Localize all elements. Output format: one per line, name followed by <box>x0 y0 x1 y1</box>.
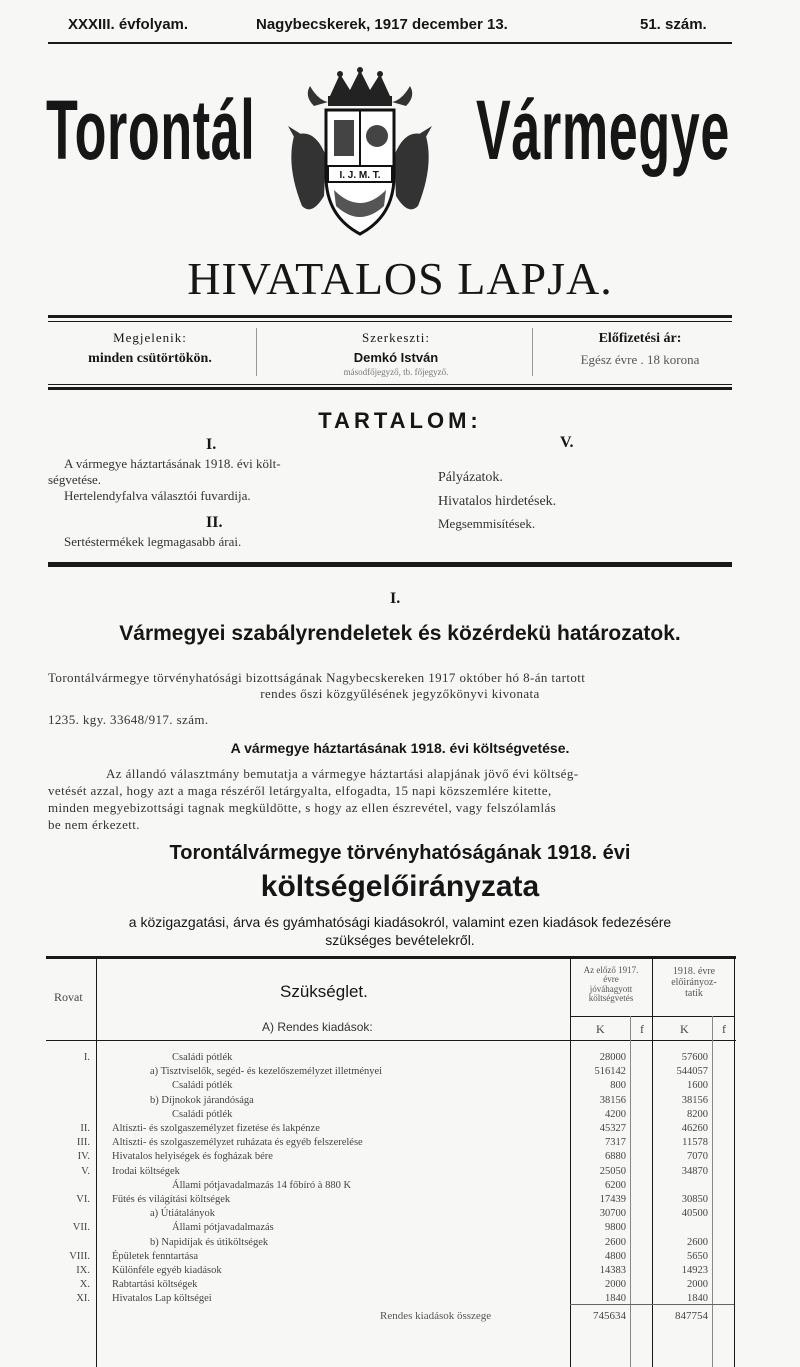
intro-line-2: rendes őszi közgyűlésének jegyzőkönyvi kivonata <box>260 686 540 701</box>
row-prev: 28000 <box>599 1052 626 1063</box>
row-plan: 8200 <box>687 1108 708 1120</box>
table-row <box>0 1052 800 1066</box>
row-prev: 6200 <box>605 1179 626 1191</box>
row-prev: 4800 <box>605 1250 626 1262</box>
row-prev: 7317 <box>605 1137 626 1149</box>
info-bottom-rule-thin <box>48 384 732 385</box>
info-divider-1 <box>256 328 257 376</box>
info-divider-2 <box>532 328 533 376</box>
row-rovat: III. <box>76 1137 90 1149</box>
price-value: Egész évre . 18 korona <box>580 351 700 367</box>
row-prev: 2000 <box>605 1279 626 1291</box>
col-plan-3: tatik <box>685 988 703 999</box>
publish-label: Megjelenik: <box>113 330 187 345</box>
table-row <box>0 1265 800 1279</box>
table-row <box>0 1080 800 1094</box>
table-row <box>0 1237 800 1251</box>
row-rovat: II. <box>80 1123 90 1134</box>
row-rovat: I. <box>83 1052 90 1063</box>
table-row <box>0 1137 800 1151</box>
row-label: Állami pótjavadalmazás 14 főbíró à 880 K <box>172 1179 352 1191</box>
row-plan: 40500 <box>681 1208 708 1220</box>
info-bottom-rule <box>48 387 732 390</box>
col-prev-3: jóváhagyott <box>589 983 633 994</box>
row-rovat: V. <box>81 1165 90 1177</box>
row-label: Hivatalos helyiségek és fogházak bére <box>112 1151 273 1163</box>
row-rovat: IX. <box>76 1265 90 1276</box>
table-row <box>0 1251 800 1265</box>
row-rovat: VI. <box>76 1194 90 1205</box>
col-prev-4: költségvetés <box>588 993 634 1004</box>
place-date: Nagybecskerek, 1917 december 13. <box>256 16 508 33</box>
col-plan-1: 1918. évre <box>672 966 716 977</box>
row-plan: 11578 <box>682 1137 708 1149</box>
volume-label: XXXIII. évfolyam. <box>68 16 189 33</box>
row-prev: 38156 <box>599 1094 626 1106</box>
editor-info <box>262 328 530 378</box>
row-plan: 544057 <box>676 1066 708 1078</box>
table-row <box>0 1293 800 1307</box>
toc-sec1-item1a[interactable]: A vármegye háztartásának 1918. évi költ- <box>64 456 281 471</box>
body-line-3: minden megyebizottsági tagnak megküldötte, s hogy az ellen észrevétel, vagy felszólamlás <box>48 800 557 815</box>
budget-title-4: szükséges bevételekről. <box>325 932 475 948</box>
total-plan: 847754 <box>675 1310 708 1322</box>
row-rovat: IV. <box>77 1151 90 1163</box>
table-row <box>0 1109 800 1123</box>
masthead-subtitle: HIVATALOS LAPJA. <box>187 253 613 304</box>
row-label: Családi pótlék <box>172 1080 233 1092</box>
editor-label: Szerkeszti: <box>361 330 431 345</box>
body-line-1: Az állandó választmány bemutatja a vármegye háztartási alapjának jövő évi költség- <box>106 766 579 781</box>
row-label: Fűtés és világítási költségek <box>112 1194 231 1205</box>
row-label: Családi pótlék <box>172 1052 233 1063</box>
toc-sec5-item3[interactable]: Megsemmisítések. <box>438 516 536 531</box>
row-prev: 516142 <box>594 1066 626 1078</box>
editor-name: Demkó István <box>353 350 439 366</box>
info-top-rule-thin <box>48 321 732 322</box>
unit-f2: f <box>722 1022 726 1036</box>
row-label: a) Tisztviselők, segéd- és kezelőszemélyzet illetményei <box>150 1066 383 1078</box>
table-row <box>0 1166 800 1180</box>
table-unit-rule <box>570 1016 734 1017</box>
table-row <box>0 1066 800 1080</box>
header-rule <box>48 42 732 44</box>
price-label: Előfizetési ár: <box>598 331 682 346</box>
col-need: Szükséglet. <box>280 982 368 1001</box>
budget-title-1: Torontálvármegye törvényhatóságának 1918. évi <box>169 842 631 864</box>
masthead-right: Vármegye <box>476 83 730 177</box>
row-prev: 30700 <box>599 1208 626 1220</box>
row-label: Irodai költségek <box>112 1165 180 1177</box>
row-prev: 14383 <box>599 1265 626 1276</box>
section-number: I. <box>390 590 401 607</box>
row-label: Rabtartási költségek <box>112 1279 198 1291</box>
row-plan: 46260 <box>681 1123 708 1134</box>
row-plan: 57600 <box>681 1052 708 1063</box>
table-row <box>0 1194 800 1208</box>
crest-banner-text: I. J. M. T. <box>339 170 381 181</box>
row-prev: 4200 <box>605 1108 626 1120</box>
row-prev: 45327 <box>599 1123 626 1134</box>
table-row <box>0 1123 800 1137</box>
row-plan: 30850 <box>681 1194 708 1205</box>
issue-number: 51. szám. <box>640 16 707 33</box>
intro-line-1: Torontálvármegye törvényhatósági bizottságának Nagybecskereken 1917 október hó 8-án tartott <box>48 670 586 685</box>
row-label: Állami pótjavadalmazás <box>172 1222 274 1234</box>
row-plan: 34870 <box>681 1165 708 1177</box>
table-row <box>0 1279 800 1293</box>
budget-title-2: költségelőirányzata <box>260 870 540 903</box>
row-prev: 9800 <box>605 1222 626 1234</box>
total-rule <box>570 1304 734 1305</box>
publish-info <box>50 328 250 370</box>
doc-title: A vármegye háztartásának 1918. évi költségvetése. <box>230 740 570 756</box>
col-plan-header <box>654 966 734 999</box>
publish-value: minden csütörtökön. <box>88 351 212 367</box>
row-label: Családi pótlék <box>172 1108 233 1120</box>
row-rovat: VIII. <box>69 1250 90 1262</box>
row-plan: 7070 <box>687 1151 708 1163</box>
col-prev-1: Az előző 1917. <box>583 965 639 975</box>
row-plan: 5650 <box>687 1250 708 1262</box>
editor-role: másodfőjegyző, tb. főjegyző. <box>343 367 449 378</box>
total-label: Rendes kiadások összege <box>380 1310 492 1322</box>
toc-sec2-item1[interactable]: Sertéstermékek legmagasabb árai. <box>64 534 242 549</box>
masthead-left: Torontál <box>46 83 256 177</box>
unit-f: f <box>640 1022 644 1036</box>
col-prev-header <box>572 966 650 1004</box>
row-prev: 25050 <box>599 1165 626 1177</box>
price-info <box>540 328 740 370</box>
row-label: Épületek fenntartása <box>112 1250 198 1262</box>
row-plan: 2600 <box>687 1236 708 1248</box>
total-prev: 745634 <box>593 1310 626 1322</box>
row-label: a) Útiátalányok <box>150 1208 216 1220</box>
table-top-rule <box>46 956 736 959</box>
row-plan: 1600 <box>687 1080 708 1092</box>
row-rovat: VII. <box>72 1222 90 1234</box>
row-label: b) Napidíjak és útiköltségek <box>150 1236 269 1248</box>
table-row <box>0 1151 800 1165</box>
info-top-rule <box>48 315 732 318</box>
col-plan-2: előirányoz- <box>671 977 717 988</box>
row-plan: 14923 <box>681 1265 708 1276</box>
row-label: Altiszti- és szolgaszemélyzet ruházata és egyéb felszerelése <box>112 1137 363 1149</box>
row-plan: 38156 <box>681 1094 708 1106</box>
budget-title-3: a közigazgatási, árva és gyámhatósági kiadásokról, valamint ezen kiadások fedezésére <box>128 914 672 930</box>
body-line-4: be nem érkezett. <box>48 817 140 832</box>
row-label: Altiszti- és szolgaszemélyzet fizetése és lakpénze <box>112 1123 320 1134</box>
body-line-2: vetését azzal, hogy azt a maga részéről letárgyalta, elfogadta, 15 napi közszemlére kitette, <box>48 783 552 798</box>
unit-k: K <box>596 1022 605 1036</box>
row-label: b) Díjnokok járandósága <box>150 1094 254 1106</box>
toc-sec1-item1b[interactable]: ségvetése. <box>48 472 102 487</box>
col-rovat: Rovat <box>54 990 83 1004</box>
row-prev: 1840 <box>605 1293 626 1305</box>
table-subhead: A) Rendes kiadások: <box>262 1020 373 1034</box>
toc-sec5-item2[interactable]: Hivatalos hirdetések. <box>438 494 557 509</box>
coat-of-arms-icon <box>284 66 436 244</box>
table-row <box>0 1095 800 1109</box>
reference-number: 1235. kgy. 33648/917. szám. <box>48 712 209 727</box>
toc-sec5: V. <box>560 434 574 451</box>
toc-sec1: I. <box>206 436 217 453</box>
table-row <box>0 1222 800 1236</box>
row-plan: 2000 <box>687 1279 708 1291</box>
row-prev: 800 <box>610 1080 626 1092</box>
row-prev: 2600 <box>605 1236 626 1248</box>
row-rovat: X. <box>79 1279 90 1291</box>
table-row <box>0 1180 800 1194</box>
table-header-rule <box>46 1040 736 1041</box>
toc-sec5-item1[interactable]: Pályázatok. <box>438 470 503 485</box>
toc-title: TARTALOM: <box>318 408 482 433</box>
toc-sec2: II. <box>206 514 223 531</box>
toc-sec1-item2[interactable]: Hertelendyfalva választói fuvardija. <box>64 488 251 503</box>
row-prev: 17439 <box>599 1194 626 1205</box>
row-label: Hivatalos Lap költségei <box>112 1293 212 1305</box>
row-label: Különféle egyéb kiadások <box>112 1265 222 1276</box>
toc-bottom-rule <box>48 562 732 567</box>
col-prev-2: évre <box>603 974 619 985</box>
section-title: Vármegyei szabályrendeletek és közérdekü határozatok. <box>119 622 681 645</box>
row-prev: 6880 <box>605 1151 626 1163</box>
row-plan: 1840 <box>687 1293 708 1305</box>
row-rovat: XI. <box>76 1293 90 1305</box>
unit-k2: K <box>680 1022 689 1036</box>
table-row <box>0 1208 800 1222</box>
